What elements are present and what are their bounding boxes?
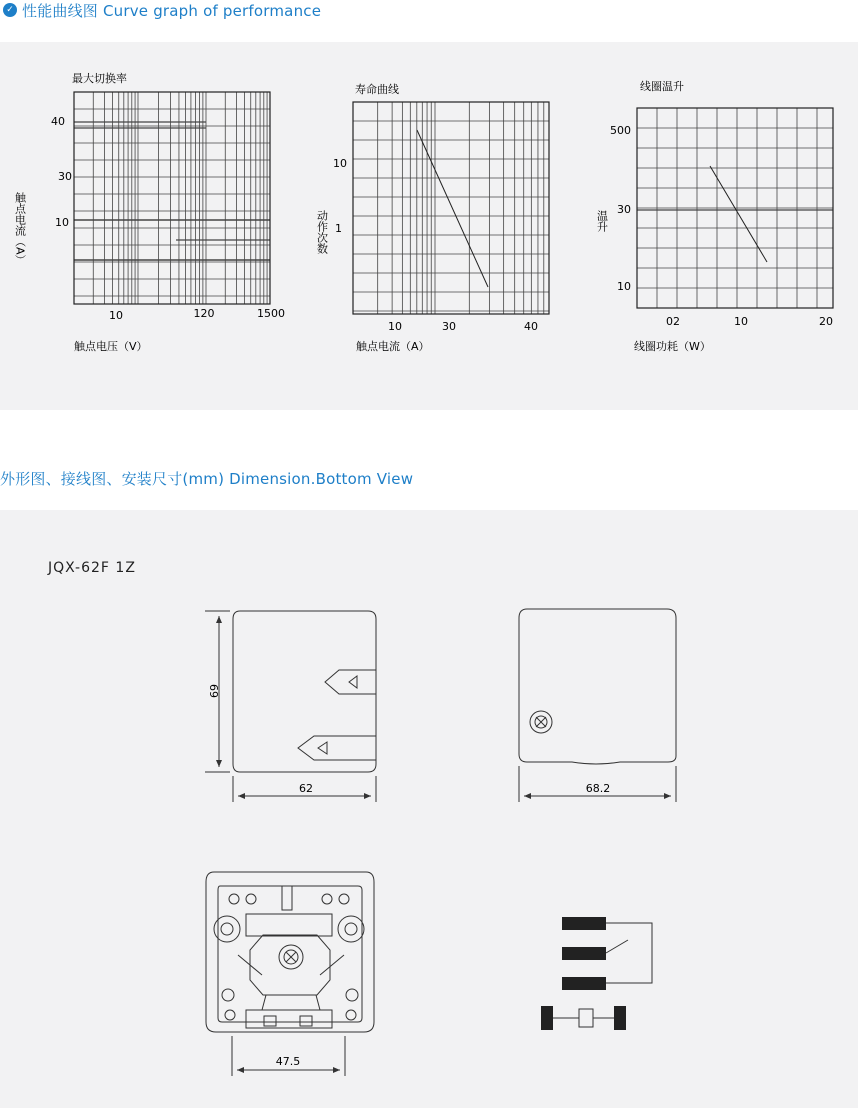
performance-charts xyxy=(0,42,858,410)
bottom-outer xyxy=(206,872,374,1032)
wiring-coil-terminal-right xyxy=(614,1006,626,1030)
performance-panel xyxy=(0,42,858,410)
bottom-terminal-blocks xyxy=(264,1016,312,1026)
bottom-center-slot xyxy=(282,886,292,910)
chart2-grid xyxy=(353,102,549,314)
chart-coil-temp-rise xyxy=(596,79,834,353)
section-title-performance xyxy=(0,0,321,20)
bottom-hole-4 xyxy=(339,894,349,904)
side-view xyxy=(519,609,676,802)
section-title-text: 外形图、接线图、安装尺寸(mm) Dimension.Bottom View xyxy=(0,469,414,488)
chart1-ytick-10: 10 xyxy=(55,216,69,229)
wiring-contact-nc xyxy=(562,977,606,990)
side-housing xyxy=(519,609,676,764)
model-label: JQX-62F 1Z xyxy=(48,560,136,576)
dim-height-label: 69 xyxy=(207,684,220,698)
chart3-xtick-02: 02 xyxy=(666,315,680,328)
chart3-xlabel: 线圈功耗（W） xyxy=(634,340,711,353)
chart2-curve xyxy=(417,130,488,287)
bottom-upper-bar xyxy=(246,914,332,936)
chart2-title: 寿命曲线 xyxy=(355,83,399,96)
bottom-hole-7 xyxy=(225,1010,235,1020)
bottom-hub xyxy=(250,935,330,995)
chart-life-curve xyxy=(316,82,550,353)
front-terminal-upper xyxy=(325,670,376,694)
chart2-xlabel: 触点电流（A） xyxy=(356,340,430,353)
chart1-xtick-10: 10 xyxy=(109,309,123,322)
dimension-panel xyxy=(0,510,858,1108)
dim-width-label: 62 xyxy=(299,782,313,795)
wiring-coil xyxy=(579,1009,593,1027)
wiring-switch-arm xyxy=(606,940,628,953)
bottom-hole-6 xyxy=(346,989,358,1001)
chart1-ytick-40: 40 xyxy=(51,115,65,128)
dimension-drawings xyxy=(0,510,858,1108)
chart2-ytick-10: 10 xyxy=(333,157,347,170)
chart2-ylabel: 动作次数 xyxy=(315,210,329,254)
wiring-diagram xyxy=(541,917,652,1030)
dim-side-label: 68.2 xyxy=(585,782,611,795)
front-terminal-lower-tab xyxy=(318,742,327,754)
chart2-xtick-40: 40 xyxy=(524,320,538,333)
chart3-xtick-20: 20 xyxy=(819,315,833,328)
bottom-view xyxy=(206,872,374,1076)
bottom-lower-bar xyxy=(246,1010,332,1028)
front-housing xyxy=(233,611,376,772)
chart2-ytick-1: 1 xyxy=(335,222,342,235)
bottom-mount-right xyxy=(338,916,364,942)
bottom-hole-8 xyxy=(346,1010,356,1020)
chart1-xlabel: 触点电压（V） xyxy=(74,340,148,353)
bottom-hole-3 xyxy=(322,894,332,904)
section-title-dimension xyxy=(0,468,413,488)
chart3-ytick-30: 30 xyxy=(617,203,631,216)
chart1-ylabel: 触点电流（A） xyxy=(13,192,27,266)
chart3-ytick-500: 500 xyxy=(610,124,631,137)
chart1-grid xyxy=(74,92,270,304)
wiring-coil-terminal-left xyxy=(541,1006,553,1030)
chart1-frame xyxy=(74,92,270,304)
chart2-xtick-10: 10 xyxy=(388,320,402,333)
chart3-ylabel: 温升 xyxy=(595,210,609,232)
bottom-ribs-lower xyxy=(262,995,320,1010)
chart2-xtick-30: 30 xyxy=(442,320,456,333)
bottom-inner xyxy=(218,886,362,1022)
wiring-contact-no xyxy=(562,917,606,930)
wiring-contact-common xyxy=(562,947,606,960)
section-title-text: 性能曲线图 Curve graph of performance xyxy=(22,1,322,20)
chart3-ytick-10: 10 xyxy=(617,280,631,293)
chart3-title: 线圈温升 xyxy=(640,80,684,93)
chart2-frame xyxy=(353,102,549,314)
bottom-ribs-upper xyxy=(238,955,344,975)
shield-check-icon: ✓ xyxy=(3,3,17,17)
chart1-xtick-120: 120 xyxy=(193,307,215,320)
wiring-link xyxy=(606,923,652,983)
chart1-xtick-1500: 1500 xyxy=(257,307,285,320)
dim-bottom-label: 47.5 xyxy=(275,1055,301,1068)
bottom-hole-5 xyxy=(222,989,234,1001)
chart1-title: 最大切换率 xyxy=(72,72,127,85)
chart1-ytick-30: 30 xyxy=(58,170,72,183)
front-terminal-lower xyxy=(298,736,376,760)
bottom-mount-left-inner xyxy=(221,923,233,935)
bottom-mount-right-inner xyxy=(345,923,357,935)
front-view xyxy=(205,611,376,802)
bottom-hole-1 xyxy=(229,894,239,904)
chart3-xtick-10: 10 xyxy=(734,315,748,328)
chart-max-switching xyxy=(14,71,286,353)
front-terminal-upper-tab xyxy=(349,676,357,688)
bottom-hole-2 xyxy=(246,894,256,904)
